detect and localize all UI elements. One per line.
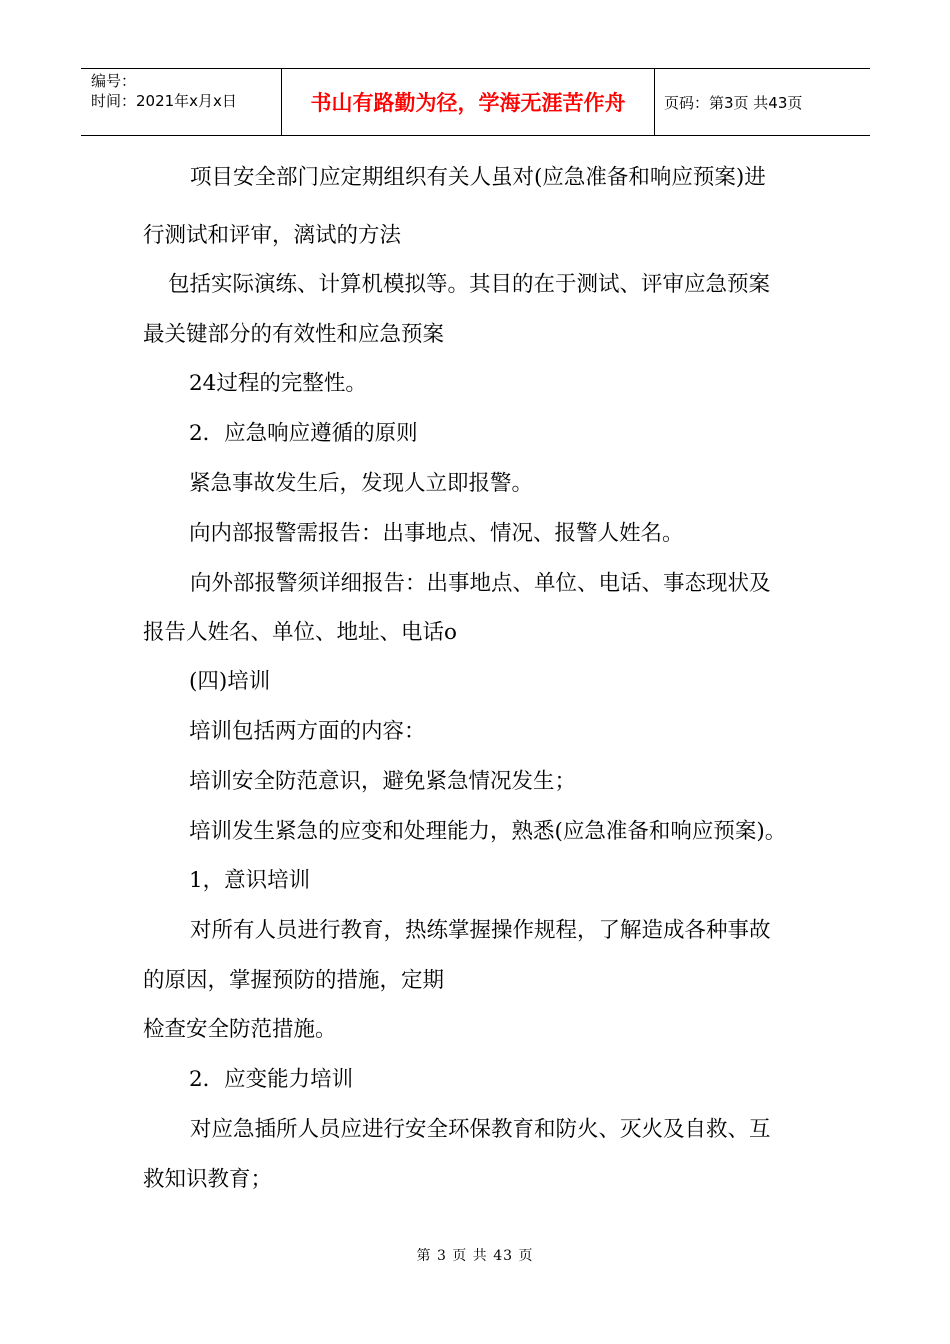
paragraph-line: 项目安全部门应定期组织有关人虽对(应急准备和响应预案)进 xyxy=(190,165,766,190)
page-footer xyxy=(0,1245,950,1265)
paragraph-line: 对所有人员进行教育，热练掌握操作规程，了解造成各种事故 xyxy=(190,918,771,943)
header-motto-cell xyxy=(282,69,655,135)
paragraph-line: 24过程的完整性。 xyxy=(189,371,367,396)
paragraph-line: 培训包括两方面的内容： xyxy=(189,719,426,744)
paragraph-line: 检查安全防范措施。 xyxy=(143,1017,337,1042)
paragraph-line: 的原因，掌握预防的措施，定期 xyxy=(143,968,445,993)
section-heading: (四)培训 xyxy=(189,669,271,694)
document-number: 编号： xyxy=(91,72,137,90)
paragraph-line: 行测试和评审，漓试的方法 xyxy=(143,223,402,248)
paragraph-line: 培训发生紧急的应变和处理能力，熟悉(应急准备和响应预案)。 xyxy=(189,819,787,844)
paragraph-line: 向内部报警需报告：出事地点、情况、报警人姓名。 xyxy=(189,521,684,546)
header-meta xyxy=(81,69,282,135)
document-date: 时间：2021年x月x日 xyxy=(91,92,237,110)
section-heading: 2．应变能力培训 xyxy=(189,1067,354,1092)
footer-page-number: 第 3 页 共 43 页 xyxy=(416,1248,534,1264)
header-motto: 书山有路勤为径，学海无涯苦作舟 xyxy=(310,91,626,115)
section-heading: 2．应急响应遵循的原则 xyxy=(189,421,418,446)
header-page-cell xyxy=(655,69,870,135)
paragraph-line: 救知识教育； xyxy=(143,1167,273,1192)
paragraph-line: 对应急插所人员应进行安全环保教育和防火、灭火及自救、互 xyxy=(190,1117,771,1142)
paragraph-line: 紧急事故发生后，发现人立即报警。 xyxy=(189,471,534,496)
section-heading: 1，意识培训 xyxy=(189,868,311,893)
paragraph-line: 报告人姓名、单位、地址、电话o xyxy=(143,620,457,645)
paragraph-line: 培训安全防范意识，避免紧急情况发生； xyxy=(189,769,577,794)
paragraph-line: 最关键部分的有效性和应急预案 xyxy=(143,322,445,347)
header-page-number: 页码：第3页 共43页 xyxy=(664,93,803,112)
paragraph-line: 包括实际演练、计算机模拟等。其目的在于测试、评审应急预案 xyxy=(168,272,771,297)
page-header xyxy=(81,68,870,136)
paragraph-line: 向外部报警须详细报告：出事地点、单位、电话、事态现状及 xyxy=(190,571,771,596)
